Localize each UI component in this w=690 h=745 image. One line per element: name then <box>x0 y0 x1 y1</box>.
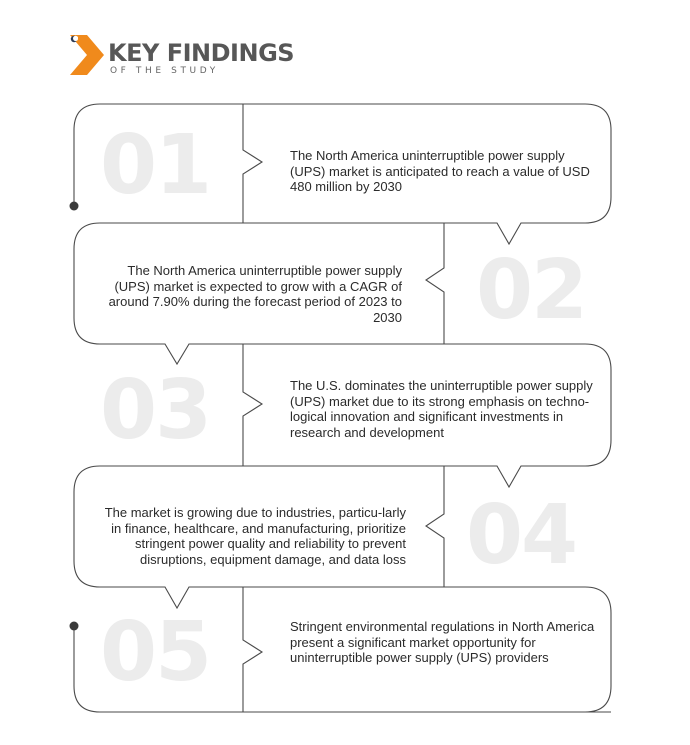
end-dot-icon <box>70 622 79 631</box>
start-dot-icon <box>70 202 79 211</box>
finding-number-02: 02 <box>476 243 587 338</box>
finding-number-05: 05 <box>100 605 211 700</box>
finding-number-04: 04 <box>466 488 577 583</box>
finding-text-03: The U.S. dominates the uninterruptible power supply (UPS) market due to its strong emphasis on techno-logical innovation and significant investments in research and development <box>290 378 593 440</box>
finding-text-02: The North America uninterruptible power supply (UPS) market is expected to grow with a CAGR of around 7.90% during the forecast period of 2023 to 2030 <box>108 263 402 325</box>
finding-text-05: Stringent environmental regulations in North America present a significant market opportunity for uninterruptible power supply (UPS) providers <box>290 619 595 665</box>
finding-text-04: The market is growing due to industries, particu-larly in finance, healthcare, and manufacturing, prioritize stringent power quality and reliability to prevent disruptions, equipment damage, and data loss <box>104 505 406 567</box>
finding-text-01: The North America uninterruptible power supply (UPS) market is anticipated to reach a value of USD 480 million by 2030 <box>290 148 590 194</box>
finding-number-01: 01 <box>100 118 211 213</box>
page-subtitle: OF THE STUDY <box>110 66 219 76</box>
finding-number-03: 03 <box>100 363 211 458</box>
page-title: KEY FINDINGS <box>108 39 295 67</box>
